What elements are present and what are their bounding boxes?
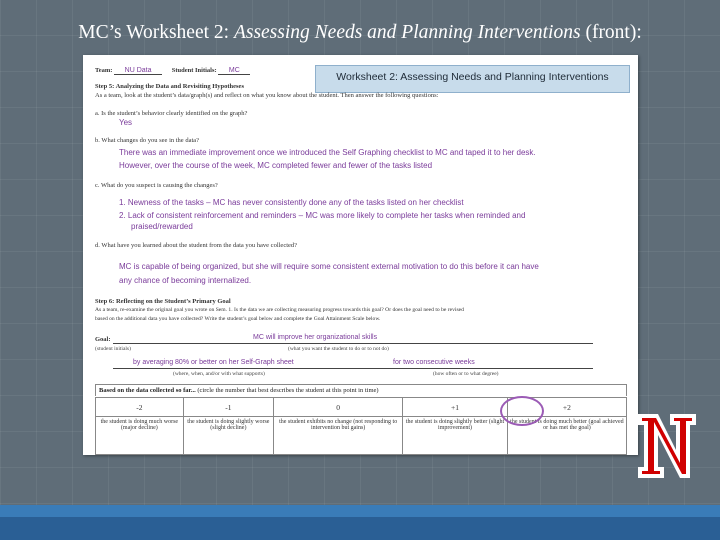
step5-instructions: As a team, look at the student’s data/graph(s) and reflect on what you know about the student. Then answer the following questions: [95, 92, 439, 99]
answer-d-line2: any chance of becoming internalized. [119, 276, 252, 285]
scale-num: 0 [274, 398, 403, 417]
question-a: a. Is the student’s behavior clearly identified on the graph? [95, 110, 248, 117]
goal-label: Goal: [95, 336, 111, 343]
answer-c-line3: praised/rewarded [131, 222, 193, 231]
scale-num: +2 [507, 398, 626, 417]
scale-desc: the student is doing much better (goal achieved or has met the goal) [507, 417, 626, 455]
goal-attainment-scale [95, 397, 627, 455]
team-field: Team: NU Data Student Initials: MC [95, 67, 250, 75]
answer-d-line1: MC is capable of being organized, but she will require some consistent external motivation to do this before it can have [119, 262, 539, 271]
goal-sub-4: (how often or to what degree) [433, 371, 499, 377]
scale-num: -1 [183, 398, 273, 417]
step5-title: Step 5: Analyzing the Data and Revisiting Hypotheses [95, 83, 244, 90]
footer-band-light [0, 505, 720, 517]
question-c: c. What do you suspect is causing the changes? [95, 182, 218, 189]
answer-b-line2: However, over the course of the week, MC completed fewer and fewer of the tasks listed [119, 161, 433, 170]
scale-desc: the student is doing much worse (major decline) [96, 417, 184, 455]
step6-instructions-line2: based on the additional data you have collected? Write the student’s goal below and complete the Goal Attainment Scale below. [95, 316, 381, 322]
scale-desc: the student is doing slightly better (slight improvement) [403, 417, 508, 455]
worksheet-image [83, 55, 638, 455]
scale-desc: the student exhibits no change (not responding to intervention but gains) [274, 417, 403, 455]
step6-title: Step 6: Reflecting on the Student’s Primary Goal [95, 298, 231, 305]
slide-title: MC’s Worksheet 2: Assessing Needs and Planning Interventions (front): [78, 22, 642, 43]
answer-a: Yes [119, 118, 133, 127]
goal-text-2b: for two consecutive weeks [393, 359, 475, 366]
footer-band-dark [0, 517, 720, 540]
answer-c-line1: 1. Newness of the tasks – MC has never consistently done any of the tasks listed on her checklist [119, 198, 464, 207]
goal-text-1: MC will improve her organizational skills [253, 334, 378, 341]
scale-desc: the student is doing slightly worse (slight decline) [183, 417, 273, 455]
answer-b-line1: There was an immediate improvement once we introduced the Self Graphing checklist to MC and taped it to her desk. [119, 148, 536, 157]
question-b: b. What changes do you see in the data? [95, 137, 200, 144]
based-on-row: Based on the data collected so far... (circle the number that best describes the student at this point in time) [95, 384, 627, 396]
goal-text-2a: by averaging 80% or better on her Self-Graph sheet [133, 359, 294, 366]
goal-sub-3: (where, when, and/or with what supports) [173, 371, 265, 377]
selected-scale-circle [500, 396, 544, 426]
worksheet-header: Worksheet 2: Assessing Needs and Planning Interventions [315, 65, 630, 93]
goal-sub-1: (student initials) [95, 346, 131, 352]
goal-line-2 [113, 368, 593, 369]
scale-num: +1 [403, 398, 508, 417]
question-d: d. What have you learned about the student from the data you have collected? [95, 242, 298, 249]
scale-num: -2 [96, 398, 184, 417]
answer-c-line2: 2. Lack of consistent reinforcement and reminders – MC was more likely to complete her tasks when reminded and [119, 211, 526, 220]
nebraska-n-logo-icon [636, 408, 698, 483]
goal-line-1 [113, 343, 593, 344]
goal-sub-2: (what you want the student to do or to not do) [288, 346, 389, 352]
step6-instructions-line1: As a team, re-examine the original goal you wrote on Sem. 1. Is the data we are collecting measuring progress towards this goal? Or does the goal need to be revised [95, 307, 464, 313]
